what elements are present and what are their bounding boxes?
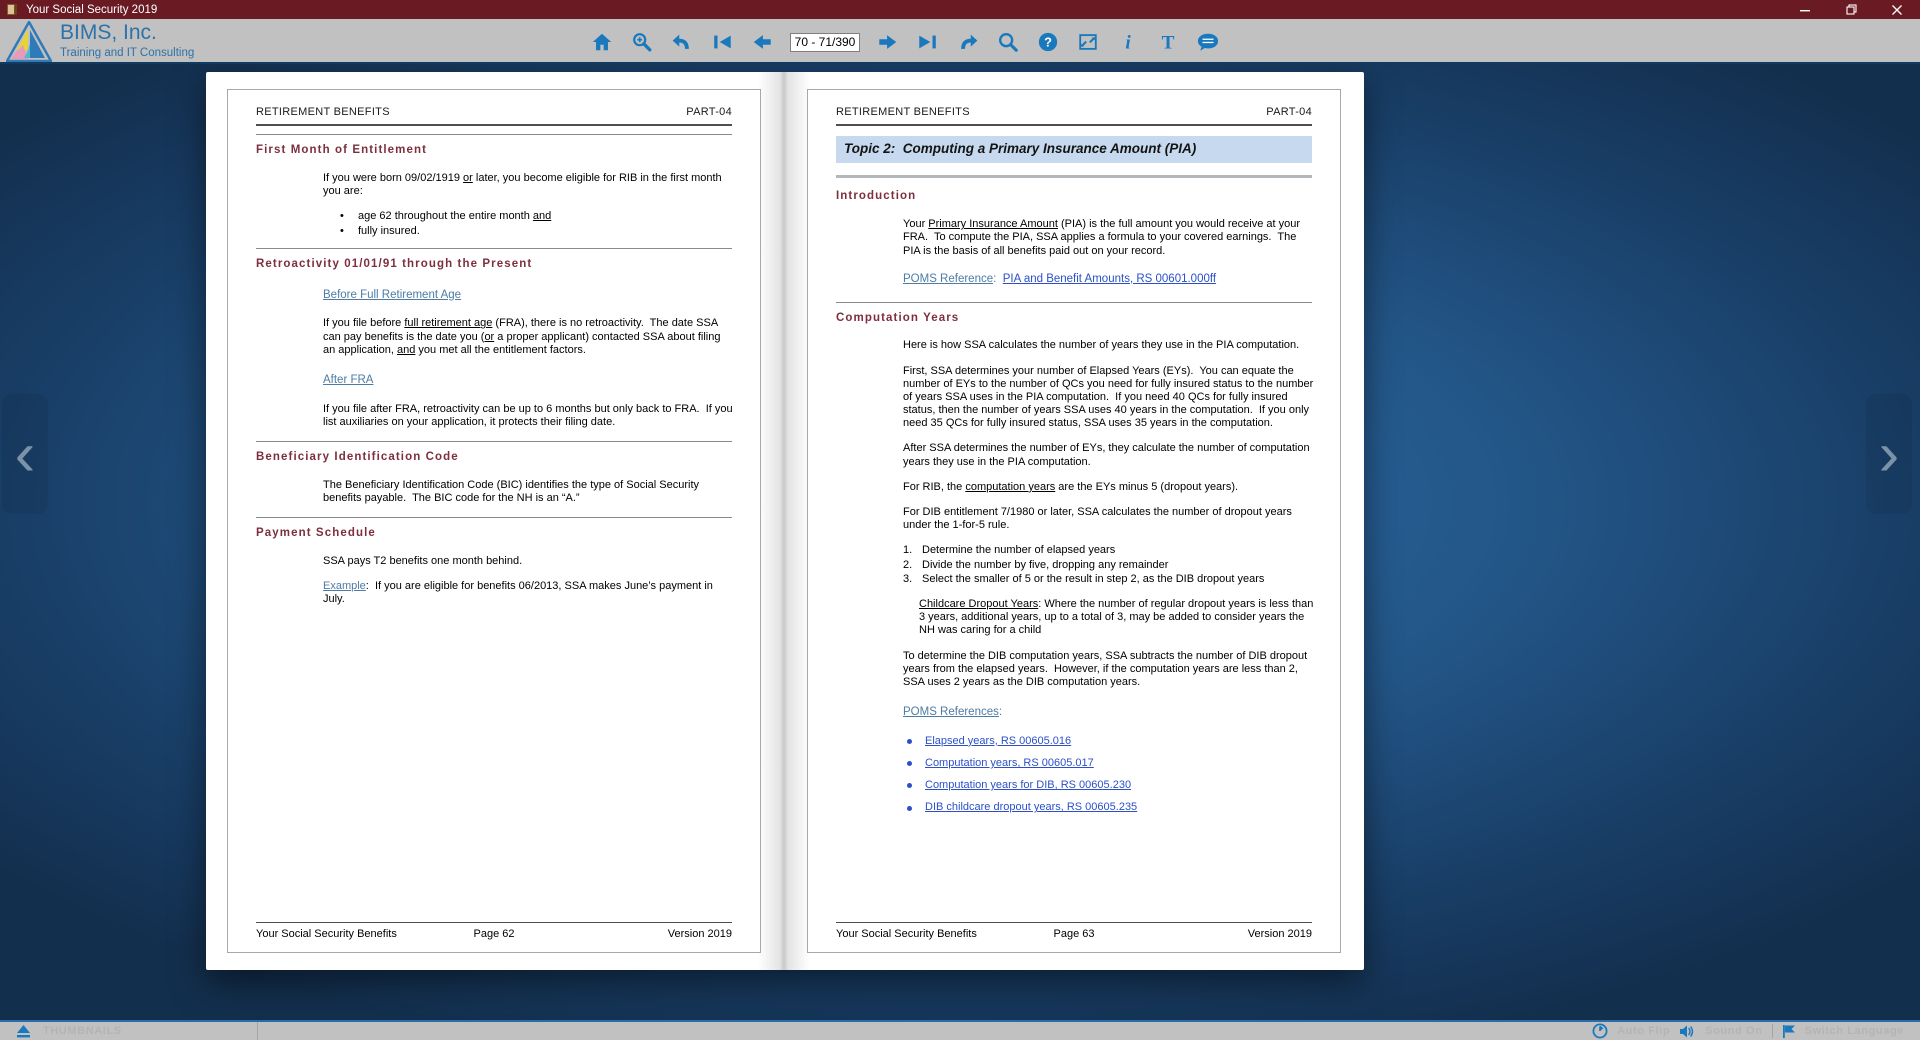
text-segment: Childcare Dropout Years [919, 597, 1039, 610]
poms-link-item [907, 735, 1312, 748]
section-heading: First Month of Entitlement [256, 144, 428, 157]
item-number: 1. [903, 544, 913, 557]
item-text: Divide the number by five, dropping any remainder [922, 558, 1169, 571]
poms-link[interactable]: Computation years, RS 00605.017 [925, 757, 1094, 770]
divider [256, 517, 732, 518]
window-titlebar [0, 0, 1920, 19]
inline-link[interactable]: Example [323, 580, 366, 593]
app-header [0, 19, 1920, 64]
paragraph [903, 365, 1315, 431]
sublink-row [323, 374, 732, 388]
bullet-dot [907, 783, 912, 788]
help-icon[interactable] [1036, 30, 1060, 54]
text-segment: After SSA determines the number of EYs, they calculate the number of computation years they use in the PIA computation. [903, 442, 1313, 468]
paragraph [323, 172, 735, 198]
zoom-in-icon[interactable] [630, 30, 654, 54]
section-link[interactable]: After FRA [323, 373, 374, 386]
poms-link[interactable]: PIA and Benefit Amounts, RS 00601.000ff [1002, 272, 1217, 285]
numbered-item [903, 573, 1312, 586]
poms-link[interactable]: Elapsed years, RS 00605.016 [925, 734, 1072, 747]
close-button[interactable] [1874, 0, 1920, 19]
text-segment: (FRA), there is no retroactivity. The date SSA can pay benefits is the date you ( [323, 317, 721, 343]
svg-text:?: ? [1044, 34, 1052, 50]
colon: : [998, 706, 1003, 719]
window-title: Your Social Security 2019 [26, 3, 158, 16]
section-heading: Introduction [836, 190, 917, 203]
switch-language-icon[interactable] [1782, 1024, 1796, 1039]
divider [256, 441, 732, 442]
bullet-dot: • [340, 224, 344, 237]
text-segment: you met all the entitlement factors. [415, 343, 586, 356]
item-number: 2. [903, 558, 913, 571]
bottom-bar [0, 1020, 1920, 1040]
bullet-item [340, 210, 732, 223]
previous-spread-arrow[interactable]: ‹ [2, 394, 48, 514]
auto-flip-icon[interactable] [1592, 1023, 1608, 1039]
text-segment: are the EYs minus 5 (dropout years). [1055, 480, 1239, 493]
search-icon[interactable] [996, 30, 1020, 54]
divider [256, 248, 732, 249]
page-header-title: RETIREMENT BENEFITS [836, 106, 970, 118]
paragraph [903, 481, 1315, 494]
footer-page-number: Page 63 [1053, 928, 1095, 940]
text-segment: If you were born 09/02/1919 [323, 171, 464, 184]
bottom-bar-divider [1772, 1024, 1773, 1038]
numbered-item [903, 559, 1312, 572]
footer-doc-title: Your Social Security Benefits [836, 928, 977, 940]
poms-link-list [907, 735, 1312, 815]
book-spread [206, 72, 1364, 970]
page-footer [256, 922, 732, 940]
section-heading: Computation Years [836, 311, 960, 324]
page-header [256, 106, 732, 126]
bullet-dot [907, 806, 912, 811]
bullet-text [358, 225, 420, 238]
minimize-button[interactable] [1782, 0, 1828, 19]
bullet-dot: • [340, 210, 344, 223]
footer-doc-title: Your Social Security Benefits [256, 928, 397, 940]
svg-text:T: T [1161, 32, 1175, 53]
bullet-dot [907, 761, 912, 766]
bullet-text [358, 210, 551, 223]
poms-link-item [907, 801, 1312, 814]
text-segment: fully insured. [358, 224, 420, 237]
next-spread-arrow[interactable]: › [1866, 394, 1912, 514]
viewer-background [0, 64, 1920, 1020]
thumbnails-label: THUMBNAILS [43, 1025, 122, 1037]
text-segment: age 62 throughout the entire month [358, 210, 533, 223]
paragraph [903, 339, 1315, 352]
restore-button[interactable] [1828, 0, 1874, 19]
last-page-icon[interactable] [916, 30, 940, 54]
paragraph [903, 218, 1315, 258]
section-link[interactable]: Before Full Retirement Age [323, 288, 462, 301]
bullet-dot [907, 739, 912, 744]
right-page-content [836, 136, 1317, 814]
paragraph [903, 506, 1315, 532]
text-segment: full retirement age [404, 317, 493, 330]
footer-page-number: Page 62 [473, 928, 515, 940]
footer-version: Version 2019 [1247, 928, 1313, 940]
left-page [227, 89, 761, 953]
next-page-icon[interactable] [876, 30, 900, 54]
paragraph [323, 479, 735, 505]
text-segment: (PIA) is the full amount you would receive at your FRA. To compute the PIA, SSA applies a formula to your covered earnings. The PIA is the basis of all benefits paid out on your record. [903, 218, 1304, 257]
paragraph [323, 555, 735, 568]
numbered-item [903, 544, 1312, 557]
left-page-content [256, 134, 736, 606]
footer-version: Version 2019 [667, 928, 733, 940]
text-segment: If you file after FRA, retroactivity can be up to 6 months but only back to FRA. If you list auxiliaries on your application, it protects their filing date. [323, 402, 736, 428]
poms-link-item [907, 779, 1312, 792]
topic-banner: Topic 2: Computing a Primary Insurance Amount (PIA) [836, 136, 1312, 163]
comments-icon[interactable] [1196, 30, 1220, 54]
previous-page-icon[interactable] [750, 30, 774, 54]
text-segment: or [484, 330, 495, 343]
text-segment: later, you become eligible for RIB in the first month you are: [323, 171, 725, 198]
divider [256, 134, 732, 135]
colon: : [993, 272, 1003, 285]
page-header-part: PART-04 [686, 106, 732, 118]
section-heading: Payment Schedule [256, 527, 376, 540]
divider-thick [836, 175, 1312, 178]
sound-on-icon[interactable] [1679, 1024, 1696, 1039]
bullet-list [340, 210, 732, 237]
section-link[interactable]: POMS References [903, 706, 999, 719]
paragraph [903, 650, 1315, 690]
paragraph [323, 403, 735, 429]
page-footer [836, 922, 1312, 940]
info-icon[interactable] [1116, 30, 1140, 54]
brand-tagline: Training and IT Consulting [60, 47, 195, 59]
book-gutter [758, 72, 810, 970]
redo-icon[interactable] [956, 30, 980, 54]
poms-link[interactable]: DIB childcare dropout years, RS 00605.235 [925, 801, 1138, 814]
brand [6, 21, 194, 67]
text-segment: computation years [965, 480, 1056, 493]
text-segment: : Where the number of regular dropout years is less than 3 years, additional years, up to a total of 3, may be added to consider years the NH was caring for a child [919, 597, 1317, 637]
right-page [807, 89, 1341, 953]
undo-icon[interactable] [670, 30, 694, 54]
brand-name: BIMS, Inc. [60, 21, 157, 44]
section-heading: Beneficiary Identification Code [256, 451, 459, 464]
bullet-item [340, 225, 732, 238]
first-page-icon[interactable] [710, 30, 734, 54]
text-segment: or [463, 171, 473, 184]
auto-flip-label: Auto Flip [1617, 1025, 1671, 1037]
text-segment: For RIB, the [903, 480, 966, 493]
svg-text:i: i [1125, 32, 1131, 53]
section-heading: Retroactivity 01/01/91 through the Present [256, 257, 533, 270]
paragraph [323, 317, 735, 357]
toolbar [590, 26, 1220, 58]
text-segment: and [397, 343, 416, 356]
paragraph [903, 442, 1315, 468]
thumbnails-section [0, 1022, 258, 1040]
poms-link-item [907, 757, 1312, 770]
poms-link[interactable]: Computation years for DIB, RS 00605.230 [925, 779, 1132, 792]
poms-reference-label[interactable]: POMS Reference [903, 272, 994, 285]
item-text: Determine the number of elapsed years [922, 544, 1116, 557]
text-segment: For DIB entitlement 7/1980 or later, SSA calculates the number of dropout years under the 1-for-5 rule. [903, 506, 1295, 532]
paragraph [919, 598, 1315, 638]
text-segment: To determine the DIB computation years, SSA subtracts the number of DIB dropout years from the elapsed years. However, if the computation years are less than 2, SSA uses 2 years as the DIB computation years. [903, 649, 1311, 688]
text-segment: If you file before [323, 317, 405, 330]
paragraph [323, 580, 735, 606]
bottom-bar-controls [1592, 1022, 1920, 1040]
sound-label: Sound On [1705, 1025, 1763, 1037]
text-segment: Your [903, 218, 929, 231]
home-icon[interactable] [590, 30, 614, 54]
window-controls [1782, 0, 1920, 19]
sublink-row [323, 289, 732, 303]
poms-reference-row [903, 273, 1312, 287]
app-book-icon [6, 3, 19, 16]
text-segment: The Beneficiary Identification Code (BIC) identifies the type of Social Security benefits payable. The BIC code for the NH is an “A.” [323, 478, 703, 505]
fullscreen-icon[interactable] [1076, 30, 1100, 54]
text-segment: Primary Insurance Amount [928, 218, 1058, 231]
text-options-icon[interactable] [1156, 30, 1180, 54]
text-segment: Here is how SSA calculates the number of years they use in the PIA computation. [903, 339, 1300, 352]
text-segment: a proper applicant) contacted SSA about filing an application, [323, 330, 724, 356]
numbered-list [903, 544, 1312, 586]
text-segment: and [532, 210, 552, 223]
item-text: Select the smaller of 5 or the result in step 2, as the DIB dropout years [922, 572, 1265, 585]
text-segment: First, SSA determines your number of Elapsed Years (EYs). You can equate the number of EYs to the number of QCs you need for fully insured status to the number of years SSA uses in the PIA computation. If you need 40 QCs for fully insured status, then the number of years SSA uses 40 years in the computation. If you only need 35 QCs for fully insured status, SSA uses 35 years in the computation. [903, 364, 1317, 430]
item-number: 3. [903, 572, 913, 585]
page-header-title: RETIREMENT BENEFITS [256, 106, 390, 118]
bims-logo [6, 21, 52, 67]
text-segment: SSA pays T2 benefits one month behind. [323, 555, 523, 568]
divider [836, 302, 1312, 303]
page-header [836, 106, 1312, 126]
text-segment: : If you are eligible for benefits 06/2013, SSA makes June’s payment in July. [323, 580, 716, 606]
sublink-row [903, 706, 1312, 720]
language-label: Switch Language [1804, 1025, 1904, 1037]
page-indicator-input[interactable]: 70 - 71/390 [790, 33, 860, 52]
page-header-part: PART-04 [1266, 106, 1312, 118]
thumbnails-toggle-icon[interactable] [16, 1025, 31, 1038]
